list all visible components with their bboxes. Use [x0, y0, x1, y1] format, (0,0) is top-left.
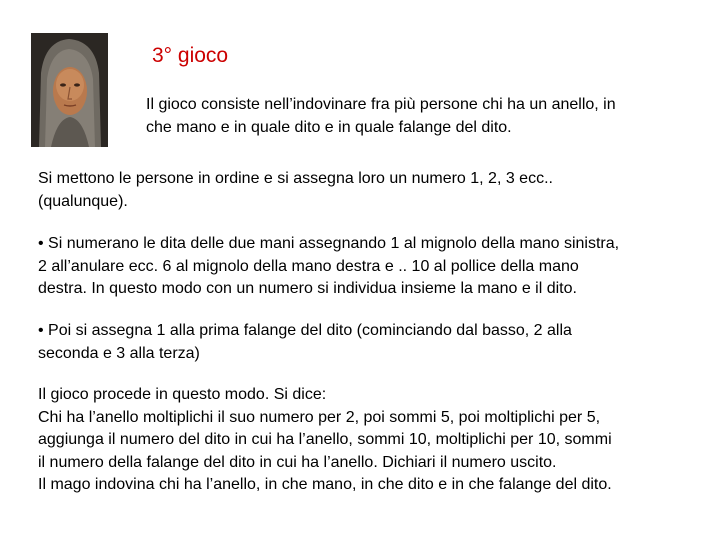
text-line: destra. In questo modo con un numero si individua insieme la mano e il dito.	[38, 280, 577, 297]
intro-line: Il gioco consiste nell’indovinare fra più persone chi ha un anello, in	[146, 96, 616, 113]
intro-line: che mano e in quale dito e in quale falange del dito.	[146, 119, 512, 136]
paragraph-numbering-phalanges	[38, 320, 698, 365]
portrait-image	[31, 33, 108, 147]
text-line: • Poi si assegna 1 alla prima falange del dito (cominciando dal basso, 2 alla	[38, 322, 572, 339]
paragraph-numbering-people	[38, 168, 698, 213]
paragraph-procedure	[38, 384, 698, 497]
text-line: Il mago indovina chi ha l’anello, in che mano, in che dito e in che falange del dito.	[38, 476, 612, 493]
text-line: • Si numerano le dita delle due mani assegnando 1 al mignolo della mano sinistra,	[38, 235, 620, 252]
paragraph-numbering-fingers	[38, 233, 698, 301]
page-title: 3° gioco	[152, 44, 229, 67]
text-line: il numero della falange del dito in cui ha l’anello. Dichiari il numero uscito.	[38, 453, 557, 471]
text-line: Si mettono le persone in ordine e si assegna loro un numero 1, 2, 3 ecc..	[38, 170, 553, 187]
text-line: Il gioco procede in questo modo. Si dice:	[38, 386, 327, 403]
text-line: 2 all’anulare ecc. 6 al mignolo della mano destra e .. 10 al pollice della mano	[38, 257, 579, 275]
text-line: Chi ha l’anello moltiplichi il suo numero per 2, poi sommi 5, poi moltiplichi per 5,	[38, 408, 601, 426]
text-line: aggiunga il numero del dito in cui ha l’anello, sommi 10, moltiplichi per 10, sommi	[38, 431, 612, 448]
intro-text	[146, 93, 706, 139]
text-line: (qualunque).	[38, 192, 128, 210]
text-line: seconda e 3 alla terza)	[38, 344, 200, 362]
